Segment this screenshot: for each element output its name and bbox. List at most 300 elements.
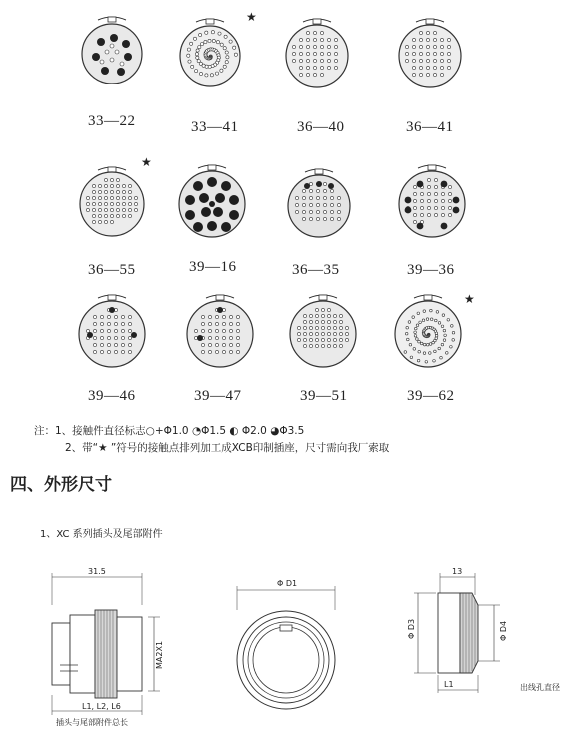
contact-pin <box>229 315 232 318</box>
contact-pin <box>302 203 305 206</box>
contact-pin <box>215 329 218 332</box>
contact-pin <box>425 361 428 364</box>
contact-pin <box>295 196 298 199</box>
contact-pin <box>433 31 436 34</box>
star-icon: ★ <box>246 10 257 24</box>
contact-pin <box>323 196 326 199</box>
contact-pin <box>92 184 95 187</box>
contact-pin <box>205 31 208 34</box>
contact-pin <box>413 220 416 223</box>
contact-pin <box>426 31 429 34</box>
contact-pin <box>337 217 340 220</box>
contact-pin <box>420 213 423 216</box>
dim-13: 13 <box>452 567 463 576</box>
contact-pin <box>419 66 422 69</box>
contact-pin <box>438 347 441 350</box>
contact-pin <box>339 326 342 329</box>
contact-pin <box>316 189 319 192</box>
contact-pin <box>345 332 348 335</box>
connector-face-39-36 <box>390 160 474 242</box>
contact-pin <box>302 189 305 192</box>
contact-pin <box>93 343 96 346</box>
connector-face-33-41 <box>170 12 250 88</box>
contact-pin <box>339 332 342 335</box>
contact-pin <box>121 329 124 332</box>
contact-pin <box>92 214 95 217</box>
contact-pin <box>201 315 204 318</box>
contact-pin <box>447 52 450 55</box>
contact-pin <box>309 326 312 329</box>
contact-pin <box>406 326 409 329</box>
contact-pin <box>412 52 415 55</box>
contact-pin <box>107 350 110 353</box>
contact-pin <box>215 315 218 318</box>
accessory-side-drawing <box>400 565 580 705</box>
contact-pin <box>334 38 337 41</box>
contact-pin <box>116 184 119 187</box>
contact-pin <box>452 331 455 334</box>
connector-face-36-40 <box>275 12 359 88</box>
dim-d3: Φ D3 <box>407 618 416 639</box>
contact-pin <box>309 196 312 199</box>
contact-pin <box>236 343 239 346</box>
contact-pin <box>215 343 218 346</box>
dim-l1: L1 <box>444 680 454 689</box>
contact-pin <box>297 338 300 341</box>
dim-31-5: 31.5 <box>88 567 106 576</box>
contact-pin <box>110 184 113 187</box>
contact-pin <box>299 66 302 69</box>
contact-pin <box>423 310 426 313</box>
contact-pin <box>315 326 318 329</box>
connector-face-39-16 <box>170 160 254 242</box>
contact-pin <box>299 59 302 62</box>
contact-pin <box>412 66 415 69</box>
contact-pin <box>299 73 302 76</box>
contact-pin <box>234 53 237 56</box>
contact-pin <box>295 210 298 213</box>
contact-pin <box>334 59 337 62</box>
contact-pin <box>321 314 324 317</box>
contact-pin <box>440 73 443 76</box>
contact-pin <box>110 190 113 193</box>
contact-pin <box>229 343 232 346</box>
contact-pin <box>327 320 330 323</box>
contact-pin <box>423 343 426 346</box>
contact-pin <box>191 65 194 68</box>
plug-front-drawing <box>225 570 355 720</box>
contact-pin <box>208 322 211 325</box>
dim-od: Φ D1 <box>277 579 298 588</box>
contact-pin <box>107 329 110 332</box>
contact-pin <box>436 311 439 314</box>
contact-pin <box>92 190 95 193</box>
contact-pin <box>433 45 436 48</box>
contact-pin <box>225 51 228 54</box>
contact-pin <box>306 59 309 62</box>
contact-pin <box>433 38 436 41</box>
contact-pin <box>306 31 309 34</box>
contact-pin <box>441 192 444 195</box>
contact-pin <box>313 59 316 62</box>
contact-pin <box>98 208 101 211</box>
contact-pin <box>345 338 348 341</box>
contact-pin <box>321 320 324 323</box>
contact-pin <box>321 338 324 341</box>
contact-pin <box>447 66 450 69</box>
contact-pin <box>408 321 411 324</box>
connector-label: 39—36 <box>407 262 455 278</box>
contact-pin <box>208 329 211 332</box>
contact-pin <box>427 192 430 195</box>
contact-pin <box>98 184 101 187</box>
contact-pin <box>419 52 422 55</box>
contact-pin <box>197 60 200 63</box>
contact-pin <box>98 214 101 217</box>
contact-pin <box>223 65 226 68</box>
contact-pin <box>218 32 221 35</box>
contact-pin <box>441 206 444 209</box>
contact-pin <box>451 325 454 328</box>
contact-pin <box>405 52 408 55</box>
contact-pin <box>110 208 113 211</box>
contact-pin <box>114 315 117 318</box>
contact-pin <box>321 308 324 311</box>
contact-pin <box>309 332 312 335</box>
contact-pin <box>122 208 125 211</box>
contact-pin <box>441 213 444 216</box>
contact-pin <box>313 73 316 76</box>
connector-face-36-35 <box>279 164 359 240</box>
contact-pin <box>128 202 131 205</box>
contact-pin <box>440 356 443 359</box>
contact-pin <box>419 31 422 34</box>
contact-pin <box>327 45 330 48</box>
contact-pin <box>426 73 429 76</box>
contact-pin <box>327 326 330 329</box>
contact-pin <box>110 196 113 199</box>
contact-pin <box>410 356 413 359</box>
connector-label: 39—51 <box>300 388 348 404</box>
contact-pin <box>323 210 326 213</box>
contact-pin <box>215 322 218 325</box>
contact-pin <box>339 320 342 323</box>
contact-pin <box>313 52 316 55</box>
contact-pin <box>134 196 137 199</box>
connector-face-39-51 <box>281 290 365 372</box>
contact-pin <box>114 336 117 339</box>
contact-pin <box>98 196 101 199</box>
contact-pin <box>412 59 415 62</box>
contact-pin <box>229 336 232 339</box>
contact-pin <box>447 45 450 48</box>
contact-pin <box>315 332 318 335</box>
contact-pin <box>107 315 110 318</box>
contact-pin <box>110 178 113 181</box>
contact-pin <box>104 202 107 205</box>
contact-pin <box>446 352 449 355</box>
contact-pin <box>309 203 312 206</box>
contact-pin <box>110 220 113 223</box>
contact-pin <box>190 42 193 45</box>
dim-d4: Φ D4 <box>499 620 508 641</box>
contact-pin <box>427 213 430 216</box>
contact-pin <box>320 73 323 76</box>
contact-pin <box>420 199 423 202</box>
contact-pin <box>429 352 432 355</box>
contact-pin <box>337 203 340 206</box>
caption-total-length: 插头与尾部附件总长 <box>56 718 128 727</box>
contact-pin <box>92 208 95 211</box>
contact-pin <box>208 336 211 339</box>
contact-pin <box>330 210 333 213</box>
contact-pin <box>93 329 96 332</box>
contact-pin <box>195 53 198 56</box>
contact-pin <box>122 184 125 187</box>
contact-pin <box>107 336 110 339</box>
contact-pin <box>114 350 117 353</box>
contact-pin <box>413 206 416 209</box>
connector-face-39-46 <box>70 290 154 372</box>
contact-pin <box>226 56 229 59</box>
contact-pin <box>104 214 107 217</box>
contact-pin <box>302 196 305 199</box>
contact-pin <box>121 315 124 318</box>
subtitle: 1、XC 系列插头及尾部附件 <box>40 529 163 540</box>
contact-pin <box>107 322 110 325</box>
contact-pin <box>295 203 298 206</box>
contact-pin <box>204 40 207 43</box>
contact-pin <box>448 206 451 209</box>
contact-pin <box>93 350 96 353</box>
contact-pin <box>321 344 324 347</box>
contact-pin <box>306 45 309 48</box>
contact-pin <box>315 338 318 341</box>
contact-pin <box>195 70 198 73</box>
connector-label: 33—41 <box>191 119 239 135</box>
contact-pin <box>292 52 295 55</box>
contact-pin <box>334 52 337 55</box>
contact-pin <box>404 351 407 354</box>
contact-pin <box>427 206 430 209</box>
contact-pin <box>339 344 342 347</box>
contact-pin <box>222 322 225 325</box>
contact-pin <box>321 326 324 329</box>
contact-pin <box>100 322 103 325</box>
note-2: 2、带“★ ”符号的接触点排列加工成XCB印制插座，尺寸需向我厂索取 <box>65 442 390 454</box>
connector-label: 36—35 <box>292 262 340 278</box>
contact-pin <box>222 315 225 318</box>
contact-pin <box>198 46 201 49</box>
contact-pin <box>306 66 309 69</box>
contact-pin <box>309 344 312 347</box>
contact-pin <box>422 319 425 322</box>
contact-pin <box>327 344 330 347</box>
connector-label: 36—40 <box>297 119 345 135</box>
contact-pin <box>309 182 312 185</box>
contact-pin <box>225 61 228 64</box>
contact-pin <box>321 332 324 335</box>
contact-pin <box>407 338 410 341</box>
contact-pin <box>86 329 89 332</box>
contact-pin <box>201 343 204 346</box>
contact-pin <box>193 37 196 40</box>
contact-pin <box>452 339 455 342</box>
contact-pin <box>110 214 113 217</box>
contact-pin <box>412 73 415 76</box>
contact-pin <box>128 214 131 217</box>
contact-pin <box>128 315 131 318</box>
contact-pin <box>313 31 316 34</box>
contact-pin <box>93 336 96 339</box>
contact-pin <box>306 52 309 55</box>
contact-pin <box>134 208 137 211</box>
contact-pin <box>316 210 319 213</box>
notes <box>34 423 389 457</box>
contact-pin <box>224 35 227 38</box>
contact-pin <box>337 210 340 213</box>
star-icon: ★ <box>464 292 475 306</box>
contact-pin <box>413 192 416 195</box>
contact-pin <box>412 38 415 41</box>
contact-pin <box>122 190 125 193</box>
contact-pin <box>330 189 333 192</box>
contact-pin <box>92 202 95 205</box>
contact-pin <box>315 308 318 311</box>
contact-pin <box>444 334 447 337</box>
connector-label: 39—47 <box>194 388 242 404</box>
contact-pin <box>220 69 223 72</box>
contact-pin <box>201 322 204 325</box>
contact-pin <box>116 208 119 211</box>
contact-pin <box>233 46 236 49</box>
contact-pin <box>334 66 337 69</box>
contact-pin <box>210 74 213 77</box>
caption-wire-hole: 出线孔直径 <box>520 683 560 692</box>
contact-pin <box>448 185 451 188</box>
contact-pin <box>418 350 421 353</box>
contact-pin <box>236 336 239 339</box>
contact-pin <box>434 350 437 353</box>
contact-pin <box>199 33 202 36</box>
contact-pin <box>327 314 330 317</box>
contact-pin <box>114 343 117 346</box>
contact-pin <box>433 52 436 55</box>
contact-pin <box>86 196 89 199</box>
contact-pin <box>426 52 429 55</box>
contact-pin <box>134 202 137 205</box>
contact-pin <box>215 350 218 353</box>
contact-pin <box>86 208 89 211</box>
contact-pin <box>104 178 107 181</box>
contact-pin <box>128 196 131 199</box>
contact-pin <box>92 196 95 199</box>
contact-pin <box>327 59 330 62</box>
contact-pin <box>426 45 429 48</box>
contact-pin <box>309 217 312 220</box>
contact-pin <box>337 196 340 199</box>
contact-pin <box>443 339 446 342</box>
contact-pin <box>418 340 421 343</box>
contact-pin <box>208 39 211 42</box>
contact-pin <box>196 49 199 52</box>
contact-pin <box>434 185 437 188</box>
contact-pin <box>419 45 422 48</box>
contact-pin <box>315 314 318 317</box>
contact-pin <box>128 336 131 339</box>
contact-pin <box>306 38 309 41</box>
contact-pin <box>327 66 330 69</box>
contact-pin <box>430 309 433 312</box>
contact-pin <box>417 359 420 362</box>
contact-pin <box>116 214 119 217</box>
connector-label: 39—62 <box>407 388 455 404</box>
contact-pin <box>327 338 330 341</box>
connector-label: 36—55 <box>88 262 136 278</box>
contact-pin <box>333 332 336 335</box>
contact-pin <box>309 320 312 323</box>
contact-pin <box>447 38 450 41</box>
contact-pin <box>440 66 443 69</box>
connector-label: 39—16 <box>189 259 237 275</box>
contact-pin <box>316 196 319 199</box>
contact-pin <box>426 66 429 69</box>
contact-pin <box>208 315 211 318</box>
contact-pin <box>121 336 124 339</box>
contact-pin <box>121 322 124 325</box>
contact-pin <box>416 324 419 327</box>
contact-pin <box>100 336 103 339</box>
contact-pin <box>320 59 323 62</box>
contact-pin <box>208 350 211 353</box>
contact-pin <box>229 329 232 332</box>
contact-pin <box>416 338 419 341</box>
contact-pin <box>323 189 326 192</box>
star-icon: ★ <box>141 155 152 169</box>
contact-pin <box>333 338 336 341</box>
contact-pin <box>333 320 336 323</box>
contact-pin <box>121 350 124 353</box>
contact-pin <box>104 196 107 199</box>
contact-pin <box>236 329 239 332</box>
connector-face-36-55 <box>72 162 152 242</box>
contact-pin <box>92 220 95 223</box>
contact-pin <box>420 192 423 195</box>
contact-pin <box>430 318 433 321</box>
contact-pin <box>333 326 336 329</box>
contact-pin <box>330 203 333 206</box>
contact-pin <box>98 190 101 193</box>
contact-pin <box>426 343 429 346</box>
contact-pin <box>323 217 326 220</box>
contact-pin <box>303 314 306 317</box>
connector-face-36-41 <box>388 12 472 88</box>
contact-pin <box>441 199 444 202</box>
contact-pin <box>433 66 436 69</box>
contact-pin <box>128 190 131 193</box>
contact-pin <box>187 48 190 51</box>
contact-pin <box>216 41 219 44</box>
contact-pin <box>414 335 417 338</box>
contact-pin <box>417 312 420 315</box>
contact-pin <box>128 350 131 353</box>
contact-pin <box>448 199 451 202</box>
dim-thread: MA2X1 <box>155 640 164 669</box>
contact-pin <box>116 196 119 199</box>
contact-pin <box>327 332 330 335</box>
contact-pin <box>302 210 305 213</box>
contact-pin <box>107 343 110 346</box>
